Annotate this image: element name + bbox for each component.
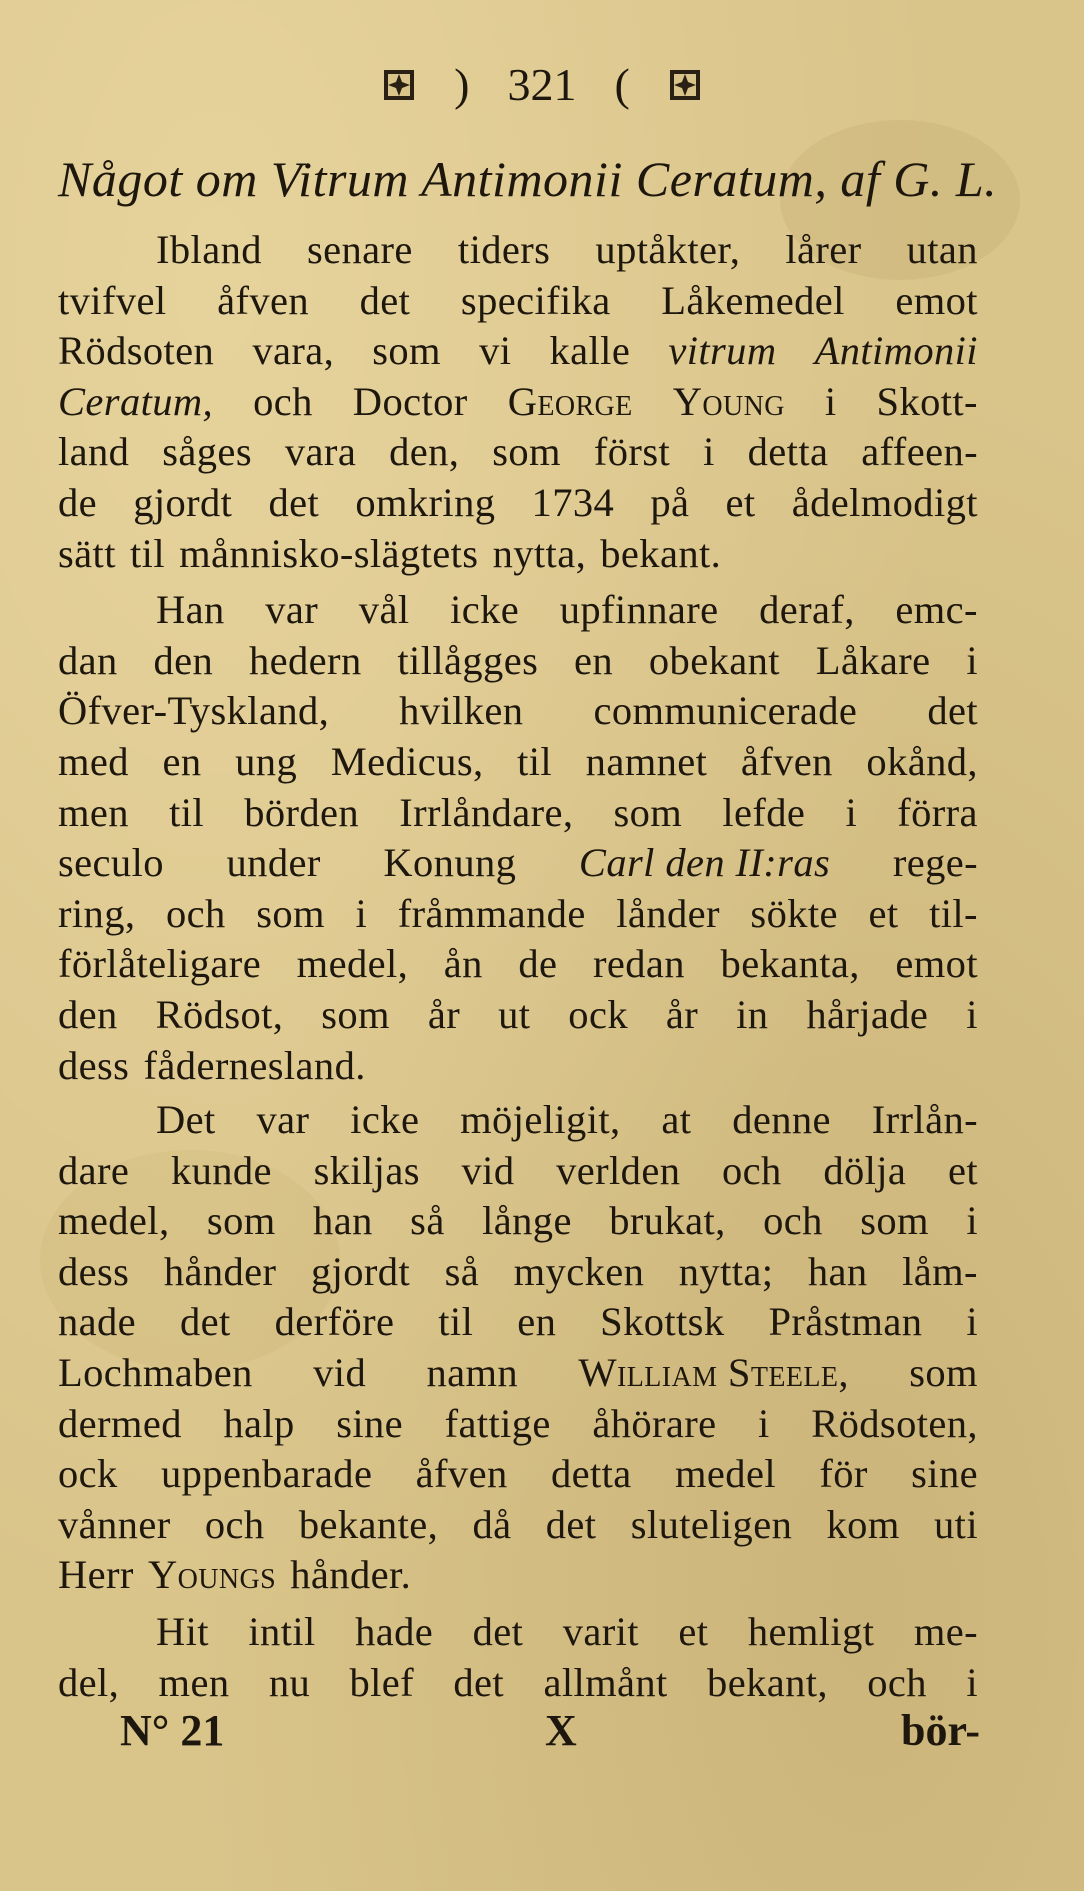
word: et bbox=[725, 479, 756, 525]
word: men bbox=[158, 1659, 230, 1705]
word: ån bbox=[443, 941, 483, 987]
text-line bbox=[58, 1500, 978, 1551]
word: som bbox=[321, 991, 390, 1037]
word: månnisko-slägtets bbox=[179, 530, 479, 576]
word: tvifvel bbox=[58, 277, 167, 323]
word: nade bbox=[58, 1299, 137, 1345]
word: och bbox=[165, 890, 226, 936]
word: skiljas bbox=[313, 1147, 420, 1193]
word: Carl den II:ras bbox=[578, 840, 831, 886]
word: ådelmodigt bbox=[791, 479, 978, 525]
word: verlden bbox=[556, 1147, 681, 1193]
word: låm- bbox=[902, 1248, 978, 1294]
word: et bbox=[868, 890, 899, 936]
word: denne bbox=[732, 1097, 831, 1143]
word: medel bbox=[675, 1451, 776, 1497]
word: kunde bbox=[170, 1147, 272, 1193]
word: rege- bbox=[892, 840, 978, 886]
text-line bbox=[58, 427, 978, 478]
text-line bbox=[58, 276, 978, 327]
word: intil bbox=[248, 1609, 316, 1655]
word: i bbox=[355, 890, 368, 936]
word: omkring bbox=[355, 479, 496, 525]
word: til bbox=[438, 1299, 474, 1345]
word: och bbox=[722, 1147, 782, 1193]
word: redan bbox=[593, 941, 685, 987]
word: som bbox=[492, 429, 561, 475]
word: de bbox=[518, 941, 558, 987]
word: långe bbox=[482, 1198, 572, 1244]
word: sine bbox=[911, 1451, 978, 1497]
word: medel, bbox=[58, 1198, 170, 1244]
text-line bbox=[58, 636, 978, 687]
word: emot bbox=[895, 941, 978, 987]
running-header bbox=[0, 58, 1084, 111]
word: dermed bbox=[58, 1400, 182, 1446]
word: Skott- bbox=[876, 378, 978, 424]
text-line bbox=[58, 1146, 978, 1197]
text-line bbox=[58, 737, 978, 788]
word: var bbox=[256, 1097, 310, 1143]
word: del, bbox=[58, 1659, 120, 1705]
ornament-icon bbox=[382, 68, 416, 102]
word: detta bbox=[550, 1451, 632, 1497]
word: han bbox=[313, 1198, 373, 1244]
word: uti bbox=[934, 1501, 978, 1547]
word: emot bbox=[895, 277, 978, 323]
word: ock bbox=[58, 1451, 118, 1497]
word: Rödsoten bbox=[58, 328, 215, 374]
text-line bbox=[58, 990, 978, 1041]
word: som bbox=[909, 1350, 978, 1396]
word: utan bbox=[906, 227, 978, 272]
word: Det bbox=[156, 1097, 216, 1143]
word: dess bbox=[58, 1042, 130, 1088]
word: medel, bbox=[296, 941, 409, 987]
word: Pråstman bbox=[768, 1299, 923, 1345]
word: under bbox=[226, 840, 321, 886]
word: me- bbox=[913, 1609, 978, 1655]
article-title: Något om Vitrum Antimonii Ceratum, af G. L. bbox=[58, 151, 998, 207]
word: emc- bbox=[895, 587, 978, 633]
paragraph bbox=[58, 1095, 978, 1601]
word: til bbox=[517, 738, 553, 784]
word: vi bbox=[479, 328, 512, 374]
word: vål bbox=[358, 587, 410, 633]
word: derföre bbox=[274, 1299, 395, 1345]
word: förra bbox=[897, 789, 978, 835]
word: bekant. bbox=[600, 530, 722, 576]
word: och bbox=[204, 1501, 265, 1547]
page-number: 321 bbox=[507, 59, 577, 110]
word: det bbox=[545, 1501, 597, 1547]
word: en bbox=[517, 1299, 557, 1345]
word: för bbox=[819, 1451, 868, 1497]
word: nytta, bbox=[492, 530, 587, 576]
word: vara bbox=[284, 429, 357, 475]
word: först bbox=[593, 429, 671, 475]
text-line bbox=[58, 1399, 978, 1450]
word: Irrlåndare, bbox=[399, 789, 574, 835]
word: såges bbox=[162, 429, 252, 475]
word: obekant bbox=[648, 637, 780, 683]
word: Herr bbox=[58, 1552, 134, 1598]
word: med bbox=[58, 738, 129, 784]
text-line bbox=[58, 326, 978, 377]
header-bracket-right: ( bbox=[614, 59, 630, 110]
word: det bbox=[359, 277, 411, 323]
word: som bbox=[372, 328, 441, 374]
word: vara, bbox=[252, 328, 335, 374]
text-line bbox=[58, 225, 978, 276]
word: namnet bbox=[585, 738, 708, 784]
paragraph bbox=[58, 1607, 978, 1708]
word: icke bbox=[450, 587, 520, 633]
word: i bbox=[966, 1299, 978, 1345]
word: til bbox=[130, 530, 165, 576]
word: men bbox=[58, 789, 129, 835]
word: de bbox=[58, 479, 98, 525]
word: Medicus, bbox=[330, 738, 484, 784]
text-line bbox=[58, 1449, 978, 1500]
word: Konung bbox=[383, 840, 517, 886]
word: åhörare bbox=[592, 1400, 717, 1446]
word: in bbox=[736, 991, 769, 1037]
word: en bbox=[574, 637, 614, 683]
text-line bbox=[58, 478, 978, 529]
word: i bbox=[966, 991, 978, 1037]
word: Öfver-Tyskland, bbox=[58, 688, 330, 734]
word: halp bbox=[223, 1400, 295, 1446]
word: William Steele, bbox=[578, 1350, 849, 1396]
header-bracket-left: ) bbox=[454, 59, 470, 110]
word: til bbox=[169, 789, 205, 835]
text-line bbox=[58, 1196, 978, 1247]
word: gjordt bbox=[310, 1248, 411, 1294]
word: allmånt bbox=[543, 1659, 668, 1705]
ornament-icon bbox=[668, 68, 702, 102]
word: Han bbox=[156, 587, 225, 633]
word: så bbox=[410, 1198, 445, 1244]
word: detta bbox=[747, 429, 829, 475]
word: som bbox=[206, 1198, 276, 1244]
word: den bbox=[153, 637, 214, 683]
word: bekant, bbox=[707, 1659, 828, 1705]
word: i bbox=[824, 378, 837, 424]
text-line bbox=[58, 1247, 978, 1298]
word: Lochmaben bbox=[58, 1350, 253, 1396]
word: som bbox=[860, 1198, 929, 1244]
paragraph bbox=[58, 225, 978, 579]
word: vitrum bbox=[668, 328, 777, 374]
word: land bbox=[58, 429, 130, 475]
word: vid bbox=[313, 1350, 367, 1396]
word: det bbox=[268, 479, 320, 525]
word: som bbox=[256, 890, 325, 936]
word: senare bbox=[306, 227, 413, 272]
word: i bbox=[845, 789, 858, 835]
paragraph bbox=[58, 585, 978, 1091]
word: dare bbox=[58, 1147, 130, 1193]
word: fattige bbox=[444, 1400, 551, 1446]
word: i bbox=[966, 1659, 978, 1705]
word: upfinnare bbox=[559, 587, 719, 633]
word: den bbox=[58, 991, 118, 1037]
text-line bbox=[58, 1348, 978, 1399]
word: uppenbarade bbox=[161, 1451, 373, 1497]
text-line bbox=[58, 1041, 978, 1092]
word: hånder bbox=[163, 1248, 277, 1294]
word: hedern bbox=[249, 637, 362, 683]
word: gjordt bbox=[133, 479, 233, 525]
text-line bbox=[58, 838, 978, 889]
word: specifika bbox=[460, 277, 611, 323]
word: åfven bbox=[415, 1451, 508, 1497]
signature-mark: N° 21 bbox=[120, 1706, 225, 1755]
gathering-mark: X bbox=[545, 1706, 577, 1755]
word: Ceratum, bbox=[58, 378, 214, 424]
word: lårer bbox=[785, 227, 862, 272]
word: lånder bbox=[616, 890, 720, 936]
word: Doctor bbox=[352, 378, 468, 424]
word: ring, bbox=[58, 890, 136, 936]
word: namn bbox=[426, 1350, 519, 1396]
text-line bbox=[58, 1297, 978, 1348]
text-line bbox=[58, 1550, 978, 1601]
word: Rödsoten, bbox=[811, 1400, 978, 1446]
word: en bbox=[162, 738, 202, 784]
word: kom bbox=[826, 1501, 900, 1547]
word: dess bbox=[58, 1248, 130, 1294]
word: och bbox=[253, 378, 313, 424]
word: det bbox=[472, 1609, 524, 1655]
word: Young bbox=[672, 378, 785, 424]
word: mycken bbox=[513, 1248, 645, 1294]
word: i bbox=[966, 1198, 978, 1244]
word: Antimonii bbox=[814, 328, 978, 374]
word: Ibland bbox=[156, 227, 262, 272]
catchword: bör- bbox=[900, 1706, 980, 1755]
word: communicerade bbox=[593, 688, 858, 734]
text-line bbox=[58, 377, 978, 428]
word: fråmmande bbox=[397, 890, 586, 936]
word: ung bbox=[235, 738, 298, 784]
word: som bbox=[613, 789, 683, 835]
word: affeen- bbox=[861, 429, 978, 475]
word: nytta; bbox=[678, 1248, 774, 1294]
word: det bbox=[180, 1299, 231, 1345]
word: lefde bbox=[722, 789, 806, 835]
word: åfven bbox=[217, 277, 310, 323]
word: uptåkter, bbox=[595, 227, 741, 272]
word: hemligt bbox=[747, 1609, 875, 1655]
article-body bbox=[58, 225, 978, 1708]
word: bekante, bbox=[298, 1501, 439, 1547]
text-line bbox=[58, 529, 978, 580]
word: George bbox=[507, 378, 633, 424]
word: och bbox=[867, 1659, 927, 1705]
word: kalle bbox=[549, 328, 631, 374]
text-line bbox=[58, 585, 978, 636]
word: förlåteligare bbox=[58, 941, 262, 987]
word: vånner bbox=[58, 1501, 171, 1547]
word: var bbox=[265, 587, 319, 633]
word: Rödsot, bbox=[155, 991, 284, 1037]
word: Irrlån- bbox=[871, 1097, 978, 1143]
word: år bbox=[427, 991, 461, 1037]
word: okånd, bbox=[866, 738, 978, 784]
word: så bbox=[444, 1248, 480, 1294]
word: bekanta, bbox=[720, 941, 860, 987]
word: tillågges bbox=[397, 637, 539, 683]
word: sätt bbox=[58, 530, 116, 576]
word: och bbox=[763, 1198, 823, 1244]
word: varit bbox=[562, 1609, 639, 1655]
word: börden bbox=[244, 789, 360, 835]
word: hvilken bbox=[399, 688, 524, 734]
word: brukat, bbox=[609, 1198, 726, 1244]
word: i bbox=[966, 637, 978, 683]
word: då bbox=[472, 1501, 512, 1547]
word: hårjade bbox=[806, 991, 929, 1037]
word: dan bbox=[58, 637, 118, 683]
word: möjeligit, bbox=[460, 1097, 621, 1143]
text-line bbox=[58, 788, 978, 839]
word: det bbox=[453, 1659, 505, 1705]
word: at bbox=[661, 1097, 692, 1143]
word: blef bbox=[349, 1659, 415, 1705]
word: i bbox=[703, 429, 715, 475]
word: vid bbox=[461, 1147, 515, 1193]
word: åfven bbox=[740, 738, 833, 784]
text-line bbox=[58, 1095, 978, 1146]
text-line bbox=[58, 939, 978, 990]
word: Skottsk bbox=[600, 1299, 725, 1345]
word: det bbox=[927, 688, 978, 734]
word: deraf, bbox=[759, 587, 855, 633]
word: sökte bbox=[750, 890, 838, 936]
word: Låkemedel bbox=[661, 277, 845, 323]
text-line bbox=[58, 1658, 978, 1709]
word: Youngs bbox=[147, 1552, 277, 1598]
word: på bbox=[650, 479, 690, 525]
word: i bbox=[758, 1400, 770, 1446]
word: et bbox=[678, 1609, 709, 1655]
word: et bbox=[947, 1147, 978, 1193]
word: Hit bbox=[156, 1609, 209, 1655]
word: den, bbox=[389, 429, 460, 475]
word: icke bbox=[350, 1097, 420, 1143]
word: hade bbox=[355, 1609, 434, 1655]
word: ock bbox=[568, 991, 628, 1037]
word: ut bbox=[498, 991, 531, 1037]
word: han bbox=[807, 1248, 868, 1294]
text-line bbox=[58, 686, 978, 737]
word: hånder. bbox=[290, 1552, 412, 1598]
word: sluteligen bbox=[630, 1501, 793, 1547]
word: sine bbox=[336, 1400, 404, 1446]
word: tiders bbox=[457, 227, 551, 272]
word: 1734 bbox=[531, 479, 615, 525]
word: Låkare bbox=[815, 637, 931, 683]
word: til- bbox=[929, 890, 978, 936]
word: år bbox=[665, 991, 699, 1037]
word: nu bbox=[268, 1659, 311, 1705]
word: dölja bbox=[823, 1147, 907, 1193]
text-line bbox=[58, 889, 978, 940]
word: seculo bbox=[58, 840, 164, 886]
word: fådernesland. bbox=[143, 1042, 366, 1088]
text-line bbox=[58, 1607, 978, 1658]
